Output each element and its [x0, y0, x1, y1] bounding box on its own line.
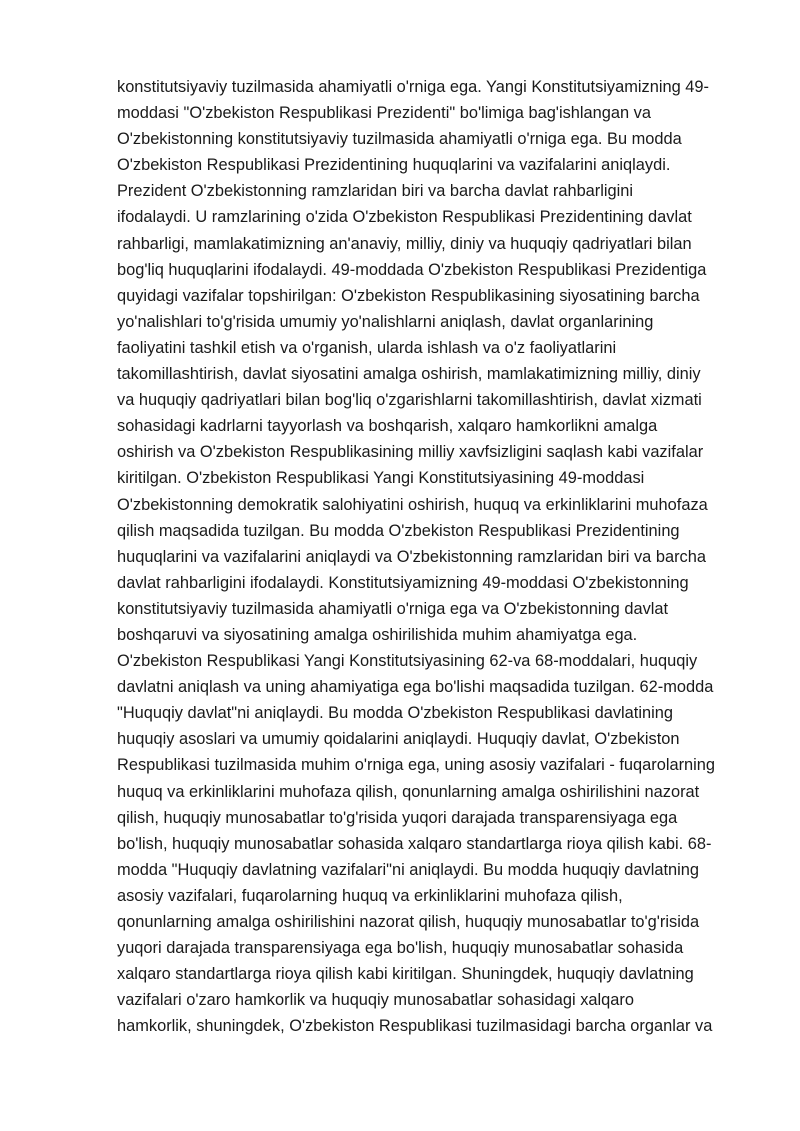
text-line: O'zbekistonning konstitutsiyaviy tuzilmasida ahamiyatli o'rniga ega. Bu modda [117, 130, 682, 149]
text-line: qonunlarning amalga oshirilishini nazorat qilish, huquqiy munosabatlar to'g'risida [117, 913, 700, 931]
text-line: sohasidagi kadrlarni tayyorlash va boshqarish, xalqaro hamkorlikni amalga [117, 417, 658, 436]
text-line: bog'liq huquqlarini ifodalaydi. 49-moddada O'zbekiston Respublikasi Prezidentiga [117, 260, 707, 279]
text-line: xalqaro standartlarga rioya qilish kabi kiritilgan. Shuningdek, huquqiy davlatning [117, 965, 694, 984]
text-line: Prezident O'zbekistonning ramzlaridan biri va barcha davlat rahbarligini [117, 182, 634, 201]
text-line: rahbarligi, mamlakatimizning an'anaviy, milliy, diniy va huquqiy qadriyatlari bilan [117, 234, 692, 253]
text-line: huquq va erkinliklarini muhofaza qilish, qonunlarning amalga oshirilishini nazorat [117, 782, 700, 801]
text-line: O'zbekiston Respublikasi Prezidentining huquqlarini va vazifalarini aniqlaydi. [117, 156, 671, 175]
text-line: quyidagi vazifalar topshirilgan: O'zbekiston Respublikasining siyosatining barcha [117, 286, 700, 305]
text-line: yo'nalishlari to'g'risida umumiy yo'nalishlarni aniqlash, davlat organlarining [117, 312, 654, 331]
text-line: oshirish va O'zbekiston Respublikasining milliy xavfsizligini saqlash kabi vazifalar [117, 443, 704, 462]
text-line: kiritilgan. O'zbekiston Respublikasi Yangi Konstitutsiyasining 49-moddasi [117, 469, 645, 488]
text-line: huquqlarini va vazifalarini aniqlaydi va O'zbekistonning ramzlaridan biri va barcha [117, 547, 706, 566]
text-line: qilish maqsadida tuzilgan. Bu modda O'zbekiston Respublikasi Prezidentining [117, 521, 680, 540]
text-line: O'zbekistonning demokratik salohiyatini oshirish, huquq va erkinliklarini muhofaza [117, 495, 708, 514]
text-line: huquqiy asoslari va umumiy qoidalarini aniqlaydi. Huquqiy davlat, O'zbekiston [117, 730, 680, 749]
text-line: konstitutsiyaviy tuzilmasida ahamiyatli o'rniga ega. Yangi Konstitutsiyamizning 49- [117, 78, 709, 96]
text-line: takomillashtirish, davlat siyosatini amalga oshirish, mamlakatimizning milliy, diniy [117, 365, 701, 384]
text-line: "Huquqiy davlat"ni aniqlaydi. Bu modda O'zbekiston Respublikasi davlatining [117, 704, 673, 723]
text-line: davlat rahbarligini ifodalaydi. Konstitutsiyamizning 49-moddasi O'zbekistonning [117, 573, 689, 592]
text-line: ifodalaydi. U ramzlarining o'zida O'zbekiston Respublikasi Prezidentining davlat [117, 208, 692, 227]
text-line: davlatni aniqlash va uning ahamiyatiga ega bo'lishi maqsadida tuzilgan. 62-modda [117, 678, 714, 697]
text-line: asosiy vazifalari, fuqarolarning huquq va erkinliklarini muhofaza qilish, [117, 886, 623, 905]
text-line: faoliyatini tashkil etish va o'rganish, ularda ishlash va o'z faoliyatlarini [117, 338, 617, 357]
text-line: konstitutsiyaviy tuzilmasida ahamiyatli o'rniga ega va O'zbekistonning davlat [117, 599, 669, 618]
text-line: O'zbekiston Respublikasi Yangi Konstitutsiyasining 62-va 68-moddalari, huquqiy [117, 652, 698, 671]
text-line: boshqaruvi va siyosatining amalga oshirilishida muhim ahamiyatga ega. [117, 625, 638, 644]
body-text [117, 74, 747, 1039]
text-line: Respublikasi tuzilmasida muhim o'rniga ega, uning asosiy vazifalari - fuqarolarning [117, 756, 716, 775]
text-line: qilish, huquqiy munosabatlar to'g'risida yuqori darajada transparensiyaga ega [117, 808, 678, 827]
text-line: modda "Huquqiy davlatning vazifalari"ni aniqlaydi. Bu modda huquqiy davlatning [117, 860, 700, 879]
text-line: bo'lish, huquqiy munosabatlar sohasida xalqaro standartlarga rioya qilish kabi. 68- [117, 834, 712, 853]
text-line: vazifalari o'zaro hamkorlik va huquqiy munosabatlar sohasidagi xalqaro [117, 991, 634, 1010]
text-line: hamkorlik, shuningdek, O'zbekiston Respublikasi tuzilmasidagi barcha organlar va [117, 1017, 713, 1036]
text-line: yuqori darajada transparensiyaga ega bo'lish, huquqiy munosabatlar sohasida [117, 939, 684, 958]
text-line: moddasi "O'zbekiston Respublikasi Prezidenti" bo'limiga bag'ishlangan va [117, 104, 651, 123]
text-line: va huquqiy qadriyatlari bilan bog'liq o'zgarishlarni takomillashtirish, davlat xizmati [117, 391, 702, 410]
